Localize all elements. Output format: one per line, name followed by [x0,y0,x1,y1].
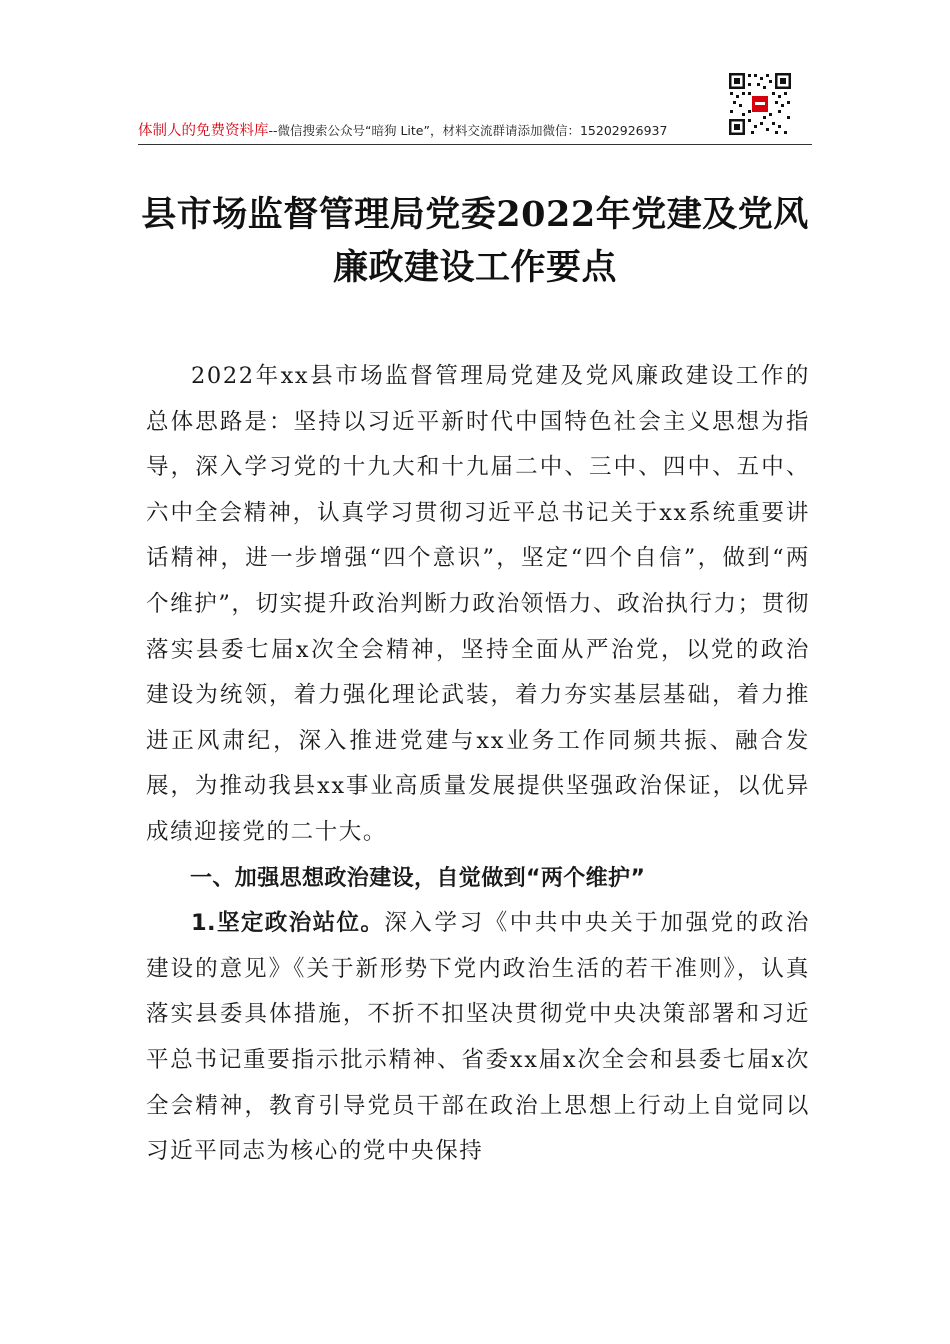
section-heading-1: 一、加强思想政治建设，自觉做到“两个维护” [190,865,646,891]
document-title [100,188,850,294]
document-body [146,354,810,1175]
item-lead-1: 1.坚定政治站位。 [191,910,385,937]
qr-code-icon [728,72,792,136]
item-paragraph-1 [146,901,810,1175]
item-text-1: 深入学习《中共中央关于加强党的政治建设的意见》《关于新形势下党内政治生活的若干准则》，认真落实县委具体措施，不折不扣坚决贯彻党中央决策部署和习近平总书记重要指示批示精神、省委xx届x次全会和县委七届x次全会精神，教育引导党员干部在政治上思想上行动上自觉同以习近平同志为核心的党中央保持 [146,910,811,1165]
page-header [138,120,812,146]
header-note: --微信搜索公众号“暗狗 Lite”，材料交流群请添加微信：15202926937 [268,123,668,138]
title-line-1: 县市场监督管理局党委2022年党建及党风 [141,194,809,235]
header-brand: 体制人的免费资料库 [138,123,269,139]
title-line-2: 廉政建设工作要点 [332,247,617,288]
header-divider [138,144,812,145]
intro-paragraph: 2022年xx县市场监督管理局党建及党风廉政建设工作的总体思路是：坚持以习近平新时代中国特色社会主义思想为指导，深入学习党的十九大和十九届二中、三中、四中、五中、六中全会精神，认真学习贯彻习近平总书记关于xx系统重要讲话精神，进一步增强“四个意识”，坚定“四个自信”，做到“两个维护”，切实提升政治判断力政治领悟力、政治执行力；贯彻落实县委七届x次全会精神，坚持全面从严治党，以党的政治建设为统领，着力强化理论武装，着力夯实基层基础，着力推进正风肃纪，深入推进党建与xx业务工作同频共振、融合发展，为推动我县xx事业高质量发展提供坚强政治保证，以优异成绩迎接党的二十大。 [146,363,810,845]
